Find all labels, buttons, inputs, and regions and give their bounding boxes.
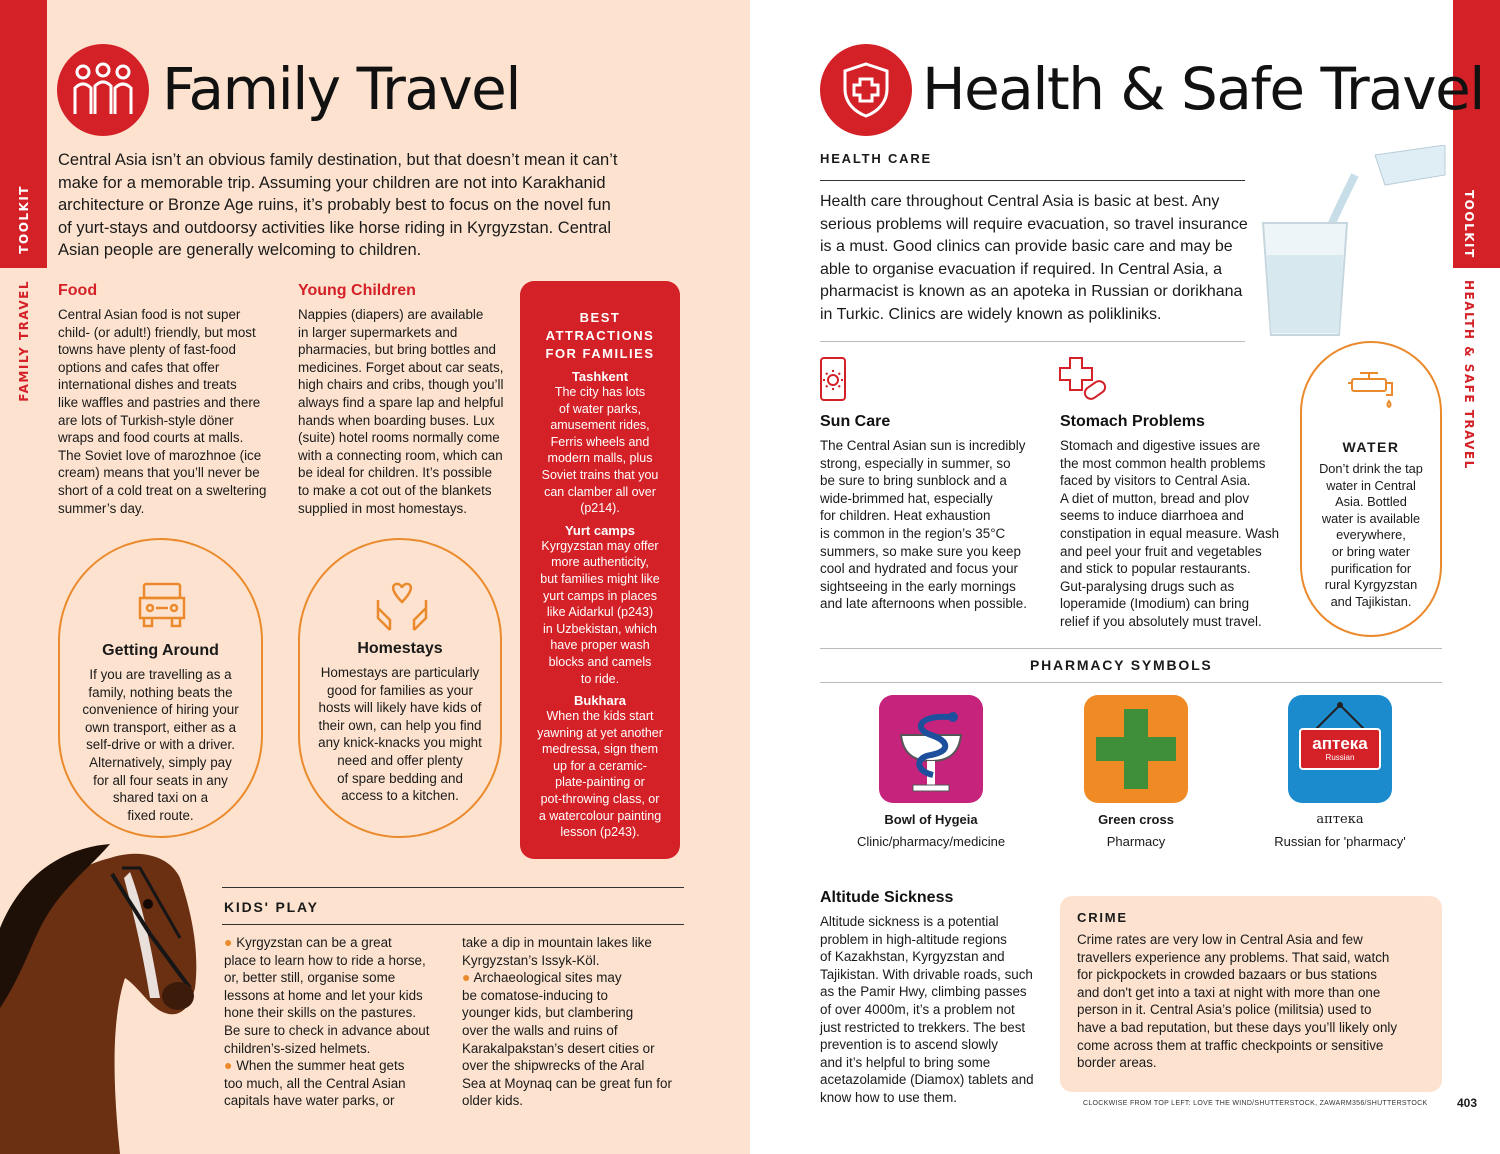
water-heading: WATER — [1342, 439, 1400, 455]
water-glass-photo — [1255, 145, 1453, 345]
sun-care-heading: Sun Care — [820, 413, 891, 430]
kids-play-top-rule — [222, 887, 684, 888]
heart-hands-icon — [372, 578, 432, 639]
sunscreen-icon — [818, 356, 848, 407]
health-care-text: Health care throughout Central Asia is basic at best. Any serious problems will require evacuation, so travel insurance is a must. Good clinics can provide basic care and may be able to organise evacuation if required. In Central Asia, a pharmacist is known as an apoteka in Russian or dorikhana in Turkic. Clinics are widely known as polikliniks. — [820, 193, 1248, 323]
pharmacy-heading: PHARMACY SYMBOLS — [1030, 657, 1213, 673]
intro-text: Central Asia isn’t an obvious family destination, but that doesn’t mean it can’t make for a memorable trip. Assuming your children are not into Karakhanid architecture or Bronze Age ruins, it’s probably best to focus on the novel fun of yurt-stays and outdoorsy activities like horse riding in Kyrgyzstan. Central Asian people are generally welcoming to children. — [58, 151, 618, 259]
apteka-sign-word: аптека — [1312, 734, 1368, 753]
attractions-title: BEST ATTRACTIONS FOR FAMILIES — [545, 310, 655, 361]
jeep-icon — [134, 578, 190, 639]
altitude-heading: Altitude Sickness — [820, 889, 954, 906]
crime-text: Crime rates are very low in Central Asia and few travellers experience any problems. That said, watch for pickpockets in crowded bazaars or bus stations and don't get into a taxi at night with more than one person in it. Central Asia’s police (militsia) used to have a bad reputation, but these days you’ll likely only come across them at traffic checkpoints or sensitive border areas. — [1077, 932, 1398, 1071]
green-cross-desc: Pharmacy — [1106, 834, 1166, 849]
tashkent-heading: Tashkent — [571, 369, 629, 384]
horse-photo — [0, 838, 220, 1154]
crime-box — [1060, 896, 1442, 1092]
water-text: Don’t drink the tap water in Central Asia. Bottled water is available everywhere, or bring water purification for rural Kyrgyzstan and Tajikistan. — [1319, 461, 1423, 609]
pharmacy-bottom-rule — [820, 682, 1442, 683]
apteka-sign-symbol — [1288, 695, 1392, 803]
bukhara-text: When the kids start yawning at yet another medressa, sign them up for a ceramic- plate-painting or pot-throwing class, or a watercolour painting lesson (p243). — [537, 709, 663, 840]
page-number: 403 — [1457, 1096, 1478, 1110]
kids-play-bottom-rule — [222, 924, 684, 925]
homestays-heading: Homestays — [357, 640, 443, 657]
yurt-heading: Yurt camps — [564, 522, 636, 538]
page-title-right: Health & Safe Travel — [922, 55, 1484, 123]
stomach-text: Stomach and digestive issues are the most common health problems faced by visitors to Central Asia. A diet of mutton, bread and plov seems to induce diarrhoea and constipation in equal measure. Wash and peel your fruit and vegetables and stick to popular restaurants. Gut-paralysing drugs such as loperamide (Imodium) can bring relief if you absolutely must travel. — [1060, 438, 1280, 629]
health-care-heading: HEALTH CARE — [820, 151, 932, 166]
yurt-text: Kyrgyzstan may offer more authenticity, but families might like yurt camps in places like Aidarkul (p243) in Uzbekistan, which have proper wash blocks and camels to ride. — [540, 538, 660, 686]
toolkit-tab-right — [1453, 0, 1500, 268]
pharmacy-top-rule — [820, 648, 1442, 649]
sun-care-text: The Central Asian sun is incredibly strong, especially in summer, so be sure to bring sunblock and a wide-brimmed hat, especially for children. Heat exhaustion is common in the region’s 35°C summers, so make sure you keep cool and hydrated and focus your sightseeing in the early mornings and late afternoons when possible. — [820, 438, 1027, 612]
apteka-desc: Russian for 'pharmacy' — [1274, 834, 1406, 849]
stomach-heading: Stomach Problems — [1060, 413, 1205, 430]
homestays-text: Homestays are particularly good for families as your hosts will likely have kids of their own, can help you find any knick-knacks you might need and offer plenty of spare bedding and access to a kitchen. — [318, 665, 482, 804]
getting-around-text: If you are travelling as a family, nothing beats the convenience of hiring your own transport, either as a self-drive or with a driver. Alternatively, simply pay for all four seats in any shared taxi on a fixed route. — [82, 667, 239, 823]
water-card — [1300, 341, 1442, 637]
right-page — [750, 0, 1500, 1154]
bowl-of-hygeia-symbol — [879, 695, 983, 803]
green-cross-symbol — [1084, 695, 1188, 803]
homestays-card — [298, 538, 502, 838]
section-tab-label: FAMILY TRAVEL — [17, 280, 31, 402]
getting-around-heading: Getting Around — [102, 642, 219, 659]
green-cross-name: Green cross — [1098, 812, 1174, 827]
food-text: Central Asian food is not super child- (or adult!) friendly, but most towns have plenty of fast-food options and cafes that offer international dishes and treats like waffles and pastries and there are lots of Turkish-style döner wraps and food courts at malls. The Soviet love of marozhnoe (ice cream) means that you’ll never be short of a cold treat on a sweltering summer’s day. — [58, 307, 267, 516]
page-title: Family Travel — [162, 55, 520, 123]
kids-play-col2: take a dip in mountain lakes like Kyrgyzstan’s Issyk-Köl. ● Archaeological sites may be comatose-inducing to younger kids, but clambering over the walls and ruins of Karakalpakstan’s desert cities or over the shipwrecks of the Aral Sea at Moynaq can be great fun for older kids. — [462, 935, 672, 1109]
tashkent-text: The city has lots of water parks, amusement rides, Ferris wheels and modern malls, plus Soviet trains that you can clamber all over (p214). — [541, 385, 659, 516]
section-tab-label-right: HEALTH & SAFE TRAVEL — [1462, 280, 1476, 470]
hygeia-name: Bowl of Hygeia — [884, 812, 978, 827]
best-attractions-box — [520, 281, 680, 859]
food-heading: Food — [58, 282, 98, 299]
medical-cross-pill-icon — [1058, 356, 1110, 407]
getting-around-card — [58, 538, 263, 838]
medical-shield-icon — [820, 44, 912, 136]
young-children-heading: Young Children — [298, 282, 416, 299]
toolkit-tab-label-right: TOOLKIT — [1462, 190, 1476, 259]
health-care-bottom-rule — [820, 341, 1245, 342]
hygeia-desc: Clinic/pharmacy/medicine — [856, 834, 1006, 849]
photo-credit: CLOCKWISE FROM TOP LEFT: LOVE THE WIND/SHUTTERSTOCK, ZAWARM356/SHUTTERSTOCK — [1083, 1100, 1428, 1107]
young-children-text: Nappies (diapers) are available in larger supermarkets and pharmacies, but bring bottles and medicines. Forget about car seats, high chairs and cribs, though you’ll always find a spare lap and helpful hands when boarding buses. Lux (suite) hotel rooms normally come with a connecting room, which can be ideal for children. It’s possible to make a cot out of the blankets supplied in most homestays. — [298, 307, 504, 516]
toolkit-tab-label: TOOLKIT — [17, 185, 31, 254]
bukhara-heading: Bukhara — [573, 693, 627, 709]
health-care-rule — [820, 180, 1245, 181]
altitude-text: Altitude sickness is a potential problem in high-altitude regions of Kazakhstan, Kyrgyzstan and Tajikistan. With drivable roads, such as the Pamir Hwy, climbing passes of over 4000m, it’s a problem not just restricted to trekkers. The best prevention is to ascend slowly and it’s helpful to bring some acetazolamide (Diamox) tablets and know how to use them. — [820, 914, 1034, 1105]
kids-play-col1: ● Kyrgyzstan can be a great place to learn how to ride a horse, or, better still, organise some lessons at home and let your kids hone their skills on the pastures. Be sure to check in advance about children’s-sized helmets. ● When the summer heat gets too much, all the Central Asian capitals have water parks, or — [224, 934, 430, 1109]
crime-heading: CRIME — [1077, 910, 1128, 925]
kids-play-heading: KIDS' PLAY — [224, 899, 319, 915]
apteka-name: аптека — [1316, 812, 1364, 827]
apteka-sign-sub: Russian — [1325, 753, 1355, 762]
family-icon — [57, 44, 149, 136]
tap-icon — [1346, 369, 1398, 422]
